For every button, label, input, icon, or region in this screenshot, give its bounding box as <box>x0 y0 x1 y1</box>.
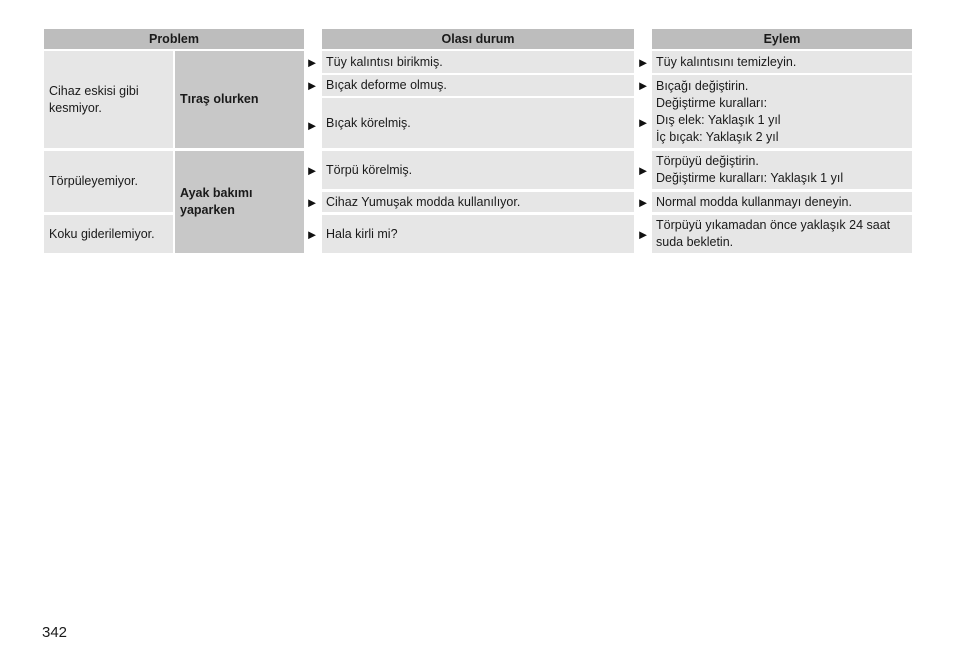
page-number: 342 <box>42 624 68 641</box>
arrow-icon: ► <box>305 54 319 70</box>
cause-text: Bıçak deforme olmuş. <box>326 78 447 92</box>
problem-cell-2 <box>44 151 173 212</box>
cause-cell-5 <box>322 192 634 212</box>
cause-text: Cihaz Yumuşak modda kullanılıyor. <box>326 194 521 209</box>
action-cell-3 <box>652 151 912 189</box>
cause-text: Hala kirli mi? <box>326 226 398 241</box>
arrow-icon: ► <box>636 226 650 242</box>
arrow-icon: ► <box>636 54 650 70</box>
header-problem: Problem <box>44 29 304 49</box>
action-text: Dış elek: Yaklaşık 1 yıl <box>656 112 781 127</box>
arrow-icon: ► <box>305 162 319 178</box>
context-text: Ayak bakımı yaparken <box>180 186 253 217</box>
cause-text: Tüy kalıntısı birikmiş. <box>326 54 443 69</box>
action-text: Törpüyü değiştirin. <box>656 154 759 168</box>
cause-text: Törpü körelmiş. <box>326 162 413 177</box>
cause-text: Bıçak körelmiş. <box>326 115 411 130</box>
action-cell-5 <box>652 215 912 253</box>
action-text: Normal modda kullanmayı deneyin. <box>656 194 852 209</box>
arrow-icon: ► <box>636 77 650 93</box>
problem-cell-1 <box>44 51 173 148</box>
cause-cell-6 <box>322 215 634 253</box>
arrow-icon: ► <box>636 194 650 210</box>
cause-cell-2 <box>322 75 634 96</box>
arrow-icon: ► <box>305 77 319 93</box>
arrow-icon: ► <box>636 162 650 178</box>
action-text: Törpüyü yıkamadan önce yaklaşık 24 saat <box>656 218 891 232</box>
context-cell-1 <box>175 51 304 148</box>
arrow-icon: ► <box>305 194 319 210</box>
problem-text: Törpüleyemiyor. <box>49 174 138 188</box>
cause-cell-1 <box>322 51 634 73</box>
action-text: Değiştirme kuralları: <box>656 95 768 110</box>
action-text: İç bıçak: Yaklaşık 2 yıl <box>656 129 779 144</box>
arrow-icon: ► <box>305 117 319 133</box>
cause-cell-3 <box>322 98 634 148</box>
problem-text: Cihaz eskisi gibi kesmiyor. <box>49 83 139 115</box>
arrow-icon: ► <box>636 114 650 130</box>
action-cell-1 <box>652 51 912 73</box>
problem-text: Koku giderilemiyor. <box>49 226 155 241</box>
context-cell-2 <box>175 151 304 253</box>
action-text: Bıçağı değiştirin. <box>656 78 749 93</box>
header-action: Eylem <box>652 29 912 49</box>
context-text: Tıraş olurken <box>180 92 259 106</box>
problem-cell-3 <box>44 215 173 253</box>
action-cell-4 <box>652 192 912 212</box>
action-cell-2 <box>652 75 912 148</box>
action-text: Değiştirme kuralları: Yaklaşık 1 yıl <box>656 171 844 185</box>
header-cause: Olası durum <box>322 29 634 49</box>
action-text: Tüy kalıntısını temizleyin. <box>656 54 797 69</box>
arrow-icon: ► <box>305 226 319 242</box>
action-text: suda bekletin. <box>656 235 734 249</box>
cause-cell-4 <box>322 151 634 189</box>
